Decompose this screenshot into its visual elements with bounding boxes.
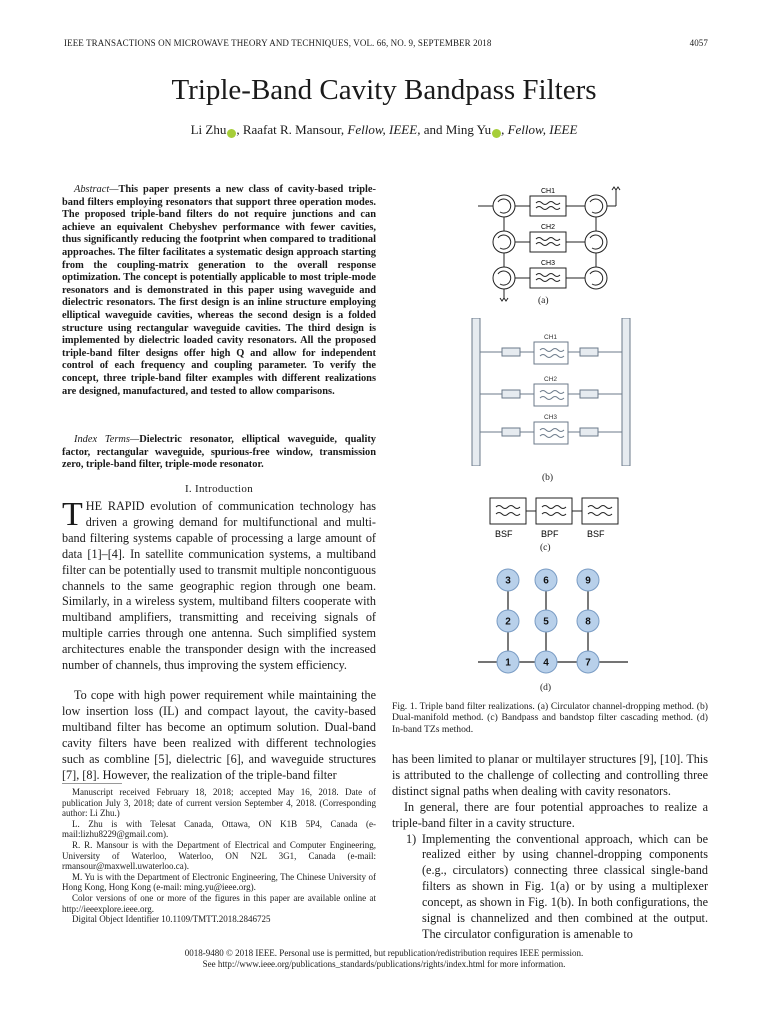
author-line: Li Zhu , Raafat R. Mansour, Fellow, IEEE, and Ming Yu , Fellow, IEEE bbox=[190, 122, 578, 137]
abstract-label: Abstract— bbox=[74, 184, 119, 195]
filter-label: BSF bbox=[495, 529, 513, 539]
paragraph: In general, there are four potential approaches to realize a triple-band filter in a cavity structure. bbox=[392, 799, 708, 830]
dual-manifold-diagram bbox=[470, 318, 640, 466]
node-label: 4 bbox=[543, 657, 549, 669]
footnote: R. R. Mansour is with the Department of Electrical and Computer Engineering, University of Waterloo, Waterloo, ON N2L 3G1, Canada (e-mail: rmansour@maxwell.uwaterloo.ca). bbox=[62, 839, 376, 872]
node-label: 3 bbox=[505, 575, 511, 587]
drop-cap: T bbox=[62, 496, 83, 533]
paper-title: Triple-Band Cavity Bandpass Filters bbox=[171, 74, 597, 106]
list-item: 1) Implementing the conventional approach, which can be realized either by using channel-dropping components (e.g., circulators) connecting three classical single-band filters as shown in Fig. 1(a) or by using a multiplexer concept, as shown in Fig. 1(b). In both configurations, the signal is channelized and then combined at the output. The circulator configuration is amenable to bbox=[406, 831, 708, 941]
subfigure-label-a: (a) bbox=[538, 296, 549, 306]
node-label: 8 bbox=[585, 616, 591, 628]
filter-label: BPF bbox=[541, 529, 559, 539]
figure-1c bbox=[486, 496, 636, 540]
coupling-node-diagram bbox=[478, 562, 628, 678]
author-2: , Raafat R. Mansour, bbox=[236, 122, 348, 137]
footnote-rule bbox=[62, 783, 122, 784]
section-heading: I. Introduction bbox=[184, 483, 254, 495]
column-2-text bbox=[392, 752, 708, 943]
author-2-role: Fellow, IEEE bbox=[347, 122, 418, 137]
abstract-text: This paper presents a new class of cavity-based triple-band filters employing resonators that support three operation modes. The proposed triple-band filters do not require junctions and can achieve an equivalent Chebyshev performance with fewer cavities, thus significantly reducing the footprint when compared to traditional approaches. The filter facilitates a systematic design approach starting from the coupling-matrix generation to the overall response optimization. The concept is potentially applicable to most triple-mode resonators and is demonstrated in this paper using waveguide and dielectric resonators. The first design is an inline structure employing elliptical waveguide cavities, whereas the second design is a folded structure using rectangular waveguide cavities. The third design is implemented by dielectric loaded cavity resonators. All the proposed triple-band filter designs offer high Q and allow for independent control of each frequency and coupling parameter. To verify the concept, three triple-band filter examples with different realizations are designed, manufactured, and tested to allow comparisons. bbox=[62, 184, 376, 397]
footnotes bbox=[62, 787, 376, 925]
channel-label: CH3 bbox=[544, 414, 558, 421]
footnote: Manuscript received February 18, 2018; accepted May 16, 2018. Date of publication July 3, 2018; date of current version September 4, 2018. (Corresponding author: Li Zhu.) bbox=[62, 787, 376, 819]
node-label: 2 bbox=[505, 616, 511, 628]
channel-label: CH3 bbox=[541, 260, 556, 267]
subfigure-label-c: (c) bbox=[540, 543, 551, 553]
index-terms bbox=[62, 434, 376, 472]
author-1: Li Zhu bbox=[190, 122, 227, 137]
cascade-filter-diagram bbox=[486, 496, 636, 540]
footnote: M. Yu is with the Department of Electronic Engineering, The Chinese University of Hong Kong, Hong Kong (e-mail: ming.yu@ieee.org). bbox=[62, 871, 376, 893]
intro-paragraph-2: To cope with high power requirement while maintaining the low insertion loss (IL) and compact layout, the cavity-based multiband filter has become an optimum solution. Dual-band cavity filters have been realized with different technologies such as combline [5], dielectric [6], and waveguide structures [7], [8]. However, the realization of the triple-band filter bbox=[62, 688, 376, 782]
abstract bbox=[62, 184, 376, 398]
author-3: , and Ming Yu bbox=[417, 122, 492, 137]
figure-caption: Fig. 1. Triple band filter realizations. (a) Circulator channel-dropping method. (b) Dual-manifold method. (c) Bandpass and bandstop filter cascading method. (d) In-band TZs method. bbox=[392, 701, 708, 735]
node-label: 7 bbox=[585, 657, 591, 669]
paragraph: has been limited to planar or multilayer structures [9], [10]. This is attributed to the challenge of collecting and controlling three distinct signal paths when dealing with cavity resonators. bbox=[392, 752, 708, 798]
circulator-diagram bbox=[470, 178, 710, 308]
journal-name: IEEE TRANSACTIONS ON MICROWAVE THEORY AND TECHNIQUES, VOL. 66, NO. 9, SEPTEMBER 2018 bbox=[64, 38, 492, 48]
channel-label: CH2 bbox=[544, 376, 558, 383]
orcid-icon[interactable] bbox=[227, 129, 236, 138]
channel-label: CH1 bbox=[541, 188, 556, 195]
figure-1a bbox=[470, 178, 710, 308]
figure-1d bbox=[478, 562, 628, 678]
footnote: Digital Object Identifier 10.1109/TMTT.2018.2846725 bbox=[72, 914, 271, 925]
page-number: 4057 bbox=[689, 38, 708, 48]
figure-1b bbox=[470, 318, 640, 466]
channel-label: CH2 bbox=[541, 224, 556, 231]
node-label: 5 bbox=[543, 616, 549, 628]
channel-label: CH1 bbox=[544, 334, 558, 341]
intro-paragraph-1: THE RAPID evolution of communication technology has driven a growing demand for multifunctional and multi-band filtering systems capable of processing a large amount of data [1]–[4]. In satellite communication systems, a multiband filter can be potentially used to transmit multiple noncontiguous channels to the same geographic region through one beam. Similarly, in a wireless system, multiband filters cooperate with multiband amplifiers, transmitting and receiving signals of multiple carries through one antenna. Such simplified system architectures enable the transponder design with the increased number of channels, thus improving the system efficiency. bbox=[62, 496, 376, 673]
node-label: 1 bbox=[505, 657, 511, 669]
footnote: L. Zhu is with Telesat Canada, Ottawa, ON K1B 5P4, Canada (e-mail:lizhu8229@gmail.com). bbox=[62, 818, 376, 840]
node-label: 6 bbox=[543, 575, 549, 587]
filter-label: BSF bbox=[587, 529, 605, 539]
author-3-role: Fellow, IEEE bbox=[507, 122, 578, 137]
index-terms-label: Index Terms— bbox=[74, 434, 140, 445]
copyright-notice: 0018-9480 © 2018 IEEE. Personal use is permitted, but republication/redistribution requires IEEE permission. See http://www.ieee.org/publications_standards/publications/rights/index.html for more information. bbox=[184, 948, 584, 969]
subfigure-label-d: (d) bbox=[540, 683, 552, 693]
orcid-icon[interactable] bbox=[492, 129, 501, 138]
subfigure-label-b: (b) bbox=[542, 473, 554, 483]
footnote: Color versions of one or more of the figures in this paper are available online at http://ieeexplore.ieee.org. bbox=[62, 892, 376, 914]
node-label: 9 bbox=[585, 575, 591, 587]
index-terms-text: Dielectric resonator, elliptical waveguide, quality factor, rectangular waveguide, spurious-free window, transmission zero, triple-band filter, triple-mode resonator. bbox=[62, 434, 376, 471]
